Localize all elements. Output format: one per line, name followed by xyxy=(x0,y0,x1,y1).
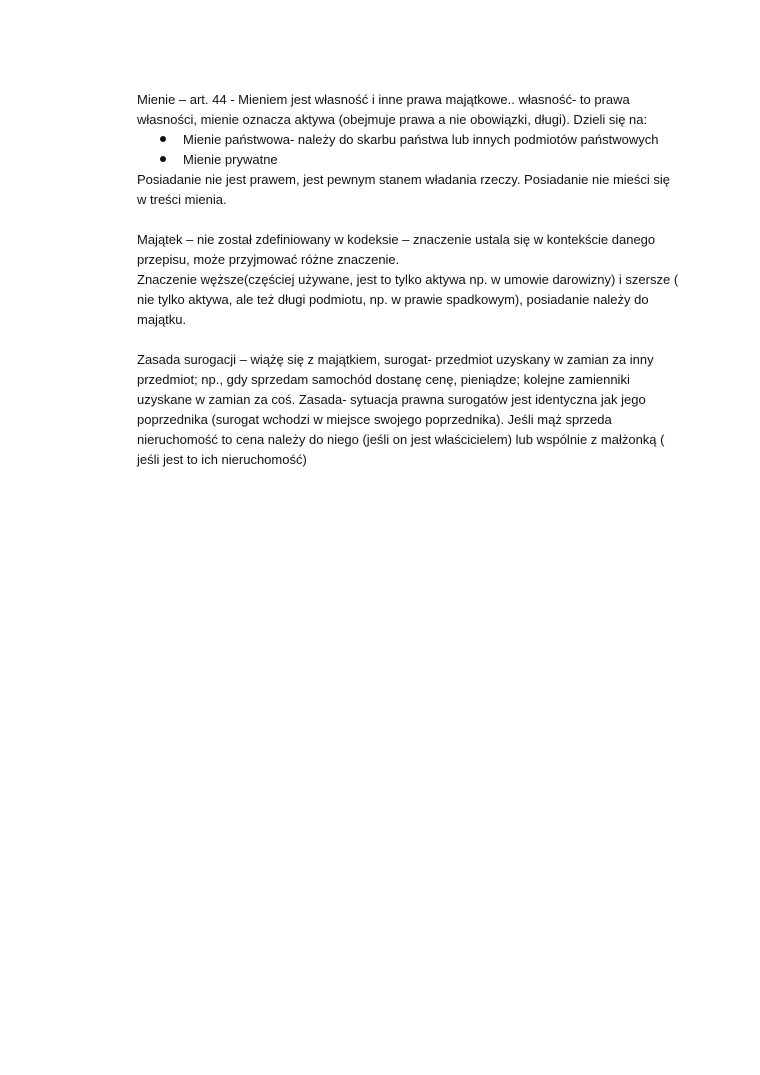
text-line: majątku. xyxy=(137,312,187,327)
bullet-icon xyxy=(160,156,166,162)
paragraph-spacer xyxy=(137,210,677,230)
bullet-icon xyxy=(160,136,166,142)
text-line: przedmiot; np., gdy sprzedam samochód dostanę cenę, pieniądze; kolejne zamienniki xyxy=(137,372,630,387)
section-majatek xyxy=(137,230,677,330)
text-line: Znaczenie węższe(częściej używane, jest to tylko aktywa np. w umowie darowizny) i szersze ( xyxy=(137,272,679,287)
list-item xyxy=(137,130,677,150)
text-line: jeśli jest to ich nieruchomość) xyxy=(137,452,307,467)
document-body xyxy=(137,90,677,470)
text-line: Mienie – art. 44 - Mieniem jest własność i inne prawa majątkowe.. własność- to prawa xyxy=(137,92,630,107)
text-line: w treści mienia. xyxy=(137,192,227,207)
list-item xyxy=(137,150,677,170)
text-line: przepisu, może przyjmować różne znaczenie. xyxy=(137,252,400,267)
text-line: własności, mienie oznacza aktywa (obejmuje prawa a nie obowiązki, długi). Dzieli się na: xyxy=(137,112,648,127)
paragraph-spacer xyxy=(137,330,677,350)
text-line: Majątek – nie został zdefiniowany w kodeksie – znaczenie ustala się w kontekście danego xyxy=(137,232,656,247)
text-line: nie tylko aktywa, ale też długi podmiotu, np. w prawie spadkowym), posiadanie należy do xyxy=(137,292,649,307)
text-line: uzyskane w zamian za coś. Zasada- sytuacja prawna surogatów jest identyczna jak jego xyxy=(137,392,646,407)
text-line: nieruchomość to cena należy do niego (jeśli on jest właścicielem) lub wspólnie z małżonką ( xyxy=(137,432,665,447)
section-mienie xyxy=(137,90,677,210)
section-surogacja xyxy=(137,350,677,470)
text-line: Zasada surogacji – wiążę się z majątkiem, surogat- przedmiot uzyskany w zamian za inny xyxy=(137,352,654,367)
list-item-text: Mienie prywatne xyxy=(183,152,278,167)
text-line: Posiadanie nie jest prawem, jest pewnym stanem władania rzeczy. Posiadanie nie mieści się xyxy=(137,172,671,187)
text-line: poprzednika (surogat wchodzi w miejsce swojego poprzednika). Jeśli mąż sprzeda xyxy=(137,412,612,427)
list-item-text: Mienie państwowa- należy do skarbu państwa lub innych podmiotów państwowych xyxy=(183,132,659,147)
